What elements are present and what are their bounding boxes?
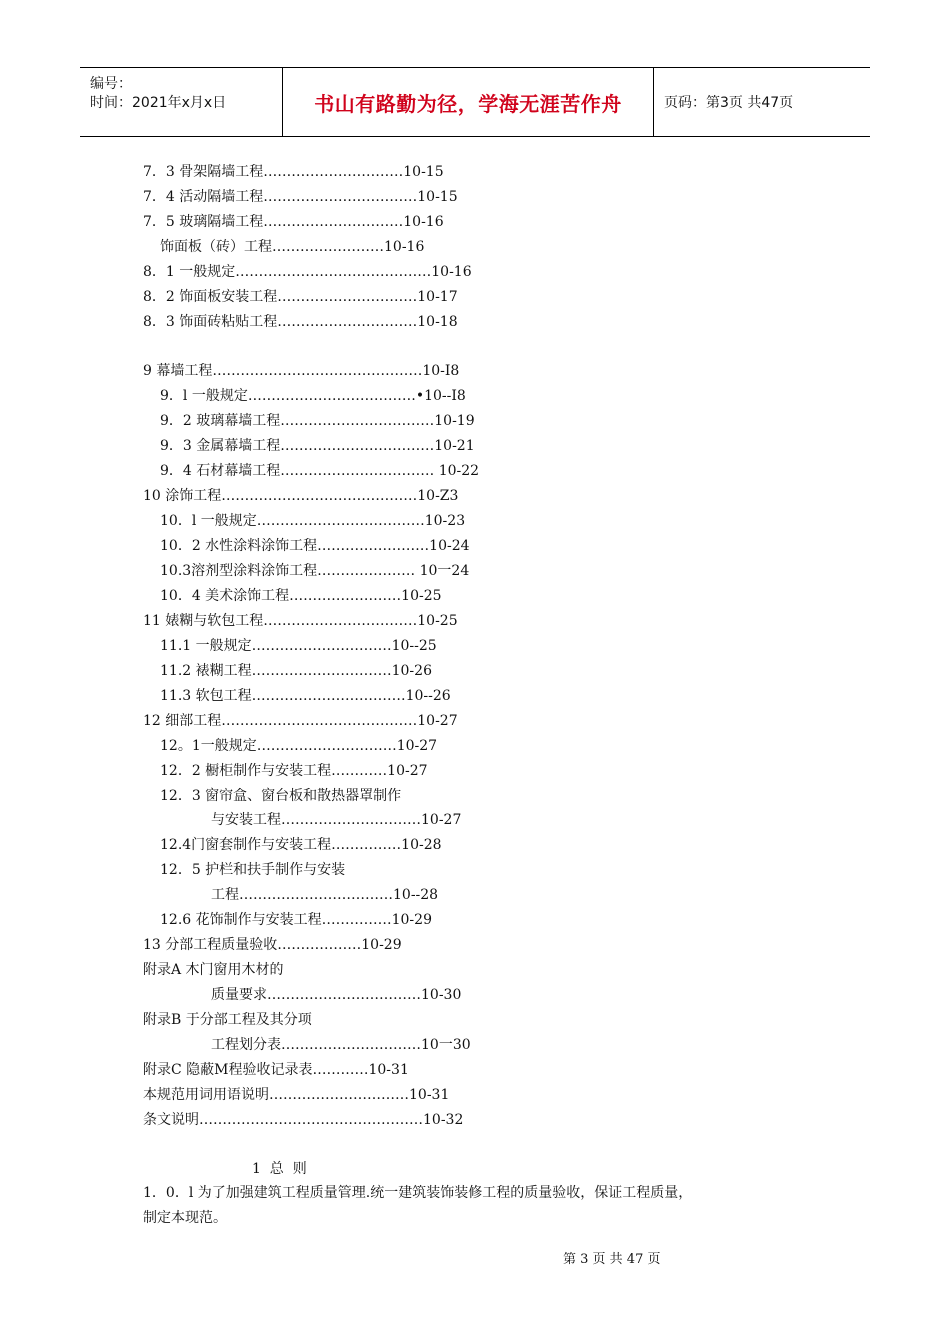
toc-entry: 12．3 窗帘盒、窗台板和散热器罩制作 xyxy=(160,788,402,804)
section-paragraph-line: 1．0．l 为了加强建筑工程质量管理.统一建筑装饰装修工程的质量验收，保证工程质量， xyxy=(143,1185,693,1201)
page-header xyxy=(80,67,870,137)
toc-entry: 条文说明…………………………………………10-32 xyxy=(143,1112,464,1128)
toc-entry: 8．1 一般规定……………………………………10-16 xyxy=(143,264,472,280)
toc-entry: 10 涂饰工程……………………………………10-Z3 xyxy=(143,488,459,504)
toc-entry: 工程划分表…………………………10一30 xyxy=(211,1037,471,1053)
toc-entry: 9．2 玻璃幕墙工程……………………………10-19 xyxy=(160,413,475,429)
toc-entry: 11.2 裱糊工程…………………………10-26 xyxy=(160,663,432,679)
toc-entry: 8．2 饰面板安装工程…………………………10-17 xyxy=(143,289,458,305)
toc-entry: 11.1 一般规定…………………………10--25 xyxy=(160,638,437,654)
toc-entry: 13 分部工程质量验收………………10-29 xyxy=(143,937,402,953)
toc-entry: 与安装工程…………………………10-27 xyxy=(211,812,462,828)
toc-entry: 12.6 花饰制作与安装工程……………10-29 xyxy=(160,912,432,928)
toc-entry: 饰面板（砖）工程……………………10-16 xyxy=(160,239,425,255)
toc-entry: 10．2 水性涂料涂饰工程……………………10-24 xyxy=(160,538,470,554)
toc-entry: 12。1一般规定…………………………10-27 xyxy=(160,738,438,754)
header-page-cell xyxy=(654,68,870,136)
toc-entry: 11 婊糊与软包工程……………………………10-25 xyxy=(143,613,458,629)
toc-entry: 工程……………………………10--28 xyxy=(211,887,439,903)
toc-entry: 12．5 护栏和扶手制作与安装 xyxy=(160,862,346,878)
toc-entry: 9．3 金属幕墙工程……………………………10-21 xyxy=(160,438,475,454)
header-page-info: 页码：第3页 共47页 xyxy=(664,95,794,111)
toc-entry: 7．5 玻璃隔墙工程…………………………10-16 xyxy=(143,214,444,230)
toc-entry: 9．l 一般规定………………………………•10--I8 xyxy=(160,388,466,404)
section-title: 1 总 则 xyxy=(252,1161,307,1177)
toc-entry: 附录A 木门窗用木材的 xyxy=(143,962,284,978)
toc-entry: 10.3溶剂型涂料涂饰工程………………… 10一24 xyxy=(160,563,470,579)
toc-entry: 12．2 橱柜制作与安装工程…………10-27 xyxy=(160,763,428,779)
header-motto-cell xyxy=(283,68,654,136)
page-footer: 第 3 页 共 47 页 xyxy=(563,1252,661,1267)
toc-entry: 10．l 一般规定………………………………10-23 xyxy=(160,513,466,529)
header-left-cell xyxy=(80,68,283,136)
toc-entry: 附录C 隐蔽M程验收记录表…………10-31 xyxy=(143,1062,409,1078)
section-paragraph-line: 制定本现范。 xyxy=(143,1210,227,1226)
toc-entry: 12.4门窗套制作与安装工程……………10-28 xyxy=(160,837,442,853)
toc-entry: 11.3 软包工程……………………………10--26 xyxy=(160,688,451,704)
toc-entry: 7．3 骨架隔墙工程…………………………10-15 xyxy=(143,164,444,180)
toc-entry: 质量要求……………………………10-30 xyxy=(211,987,462,1003)
toc-entry: 12 细部工程……………………………………10-27 xyxy=(143,713,458,729)
toc-entry: 本规范用词用语说明…………………………10-31 xyxy=(143,1087,450,1103)
toc-entry: 7．4 活动隔墙工程……………………………10-15 xyxy=(143,189,458,205)
toc-entry: 10．4 美术涂饰工程……………………10-25 xyxy=(160,588,442,604)
header-motto: 书山有路勤为径，学海无涯苦作舟 xyxy=(314,91,622,116)
toc-entry: 9 幕墙工程………………………………………10-I8 xyxy=(143,363,460,379)
toc-entry: 附录B 于分部工程及其分项 xyxy=(143,1012,312,1028)
toc-entry: 9．4 石材幕墙工程…………………………… 10-22 xyxy=(160,463,480,479)
document-time-label: 时间：2021年x月x日 xyxy=(90,95,227,111)
toc-entry: 8．3 饰面砖粘贴工程…………………………10-18 xyxy=(143,314,458,330)
document-code-label: 编号： xyxy=(90,76,132,92)
